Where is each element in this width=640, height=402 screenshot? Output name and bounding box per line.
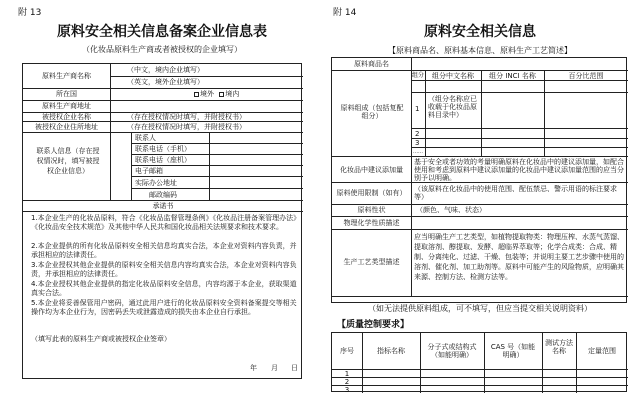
composition-row-number: 1 <box>415 105 420 113</box>
page-title: 原料安全相关信息备案企业信息表 <box>57 24 267 40</box>
safety-info-table <box>331 57 627 303</box>
composition-header: 百分比范围 <box>568 72 604 80</box>
composition-row-number: 2 <box>415 130 420 138</box>
commitment-item: 1.本企业生产的化妆品原料，符合《化妆品监督管理条例》《化妆品注册备案管理办法》《化妆品安全技术规范》及其他中华人民共和国化妆品相关法规要求和技术要求。 <box>31 214 297 231</box>
auth-enterprise-address-hint: （存在授权情况时填写，并附授权书） <box>127 123 246 131</box>
composition-label: 原料组成（包括复配组分） <box>340 104 404 120</box>
country-domestic-label: 境内 <box>225 90 240 98</box>
enterprise-info-table <box>22 63 302 379</box>
quality-header: 指标名称 <box>377 347 405 355</box>
annex-label: 附 14 <box>333 8 357 18</box>
left-document <box>8 0 316 402</box>
contact-field-label: 实际办公地址 <box>135 179 177 187</box>
commitment-title: 承诺书 <box>152 202 174 210</box>
date-day: 日 <box>291 364 298 372</box>
composition-row-number: …… <box>413 149 423 155</box>
traits-label: 原料性状 <box>357 206 386 214</box>
composition-footnote: （如无法提供原料组成，可不填写，但应当提交相关说明资料） <box>368 304 592 313</box>
process-label: 生产工艺类型描述 <box>343 258 400 266</box>
traits-text: （颜色、气味、状态） <box>416 206 486 214</box>
country-foreign-label: 境外 <box>200 90 214 98</box>
contact-field-label: 联系人 <box>135 134 156 142</box>
quality-row-number: 3 <box>344 386 350 394</box>
country-foreign-checkbox[interactable] <box>194 92 199 97</box>
date-year: 年 <box>250 364 257 372</box>
producer-name-en-hint: （英文，境外企业填写） <box>127 78 204 86</box>
composition-header: 组分 INCI 名称 <box>489 72 536 80</box>
quality-header: 分子式或结构式（如能明确） <box>427 343 477 359</box>
signature-note: （填写此表的原料生产商或被授权企业签章） <box>31 335 171 343</box>
quality-row-number: 1 <box>344 370 350 378</box>
contact-info-label: 联系人信息（存在授权情况时，填写被授权企业信息） <box>36 147 100 175</box>
contact-field-label: 邮政编码 <box>149 191 177 199</box>
producer-address-label: 原料生产商地址 <box>42 102 91 110</box>
right-document <box>327 0 633 402</box>
composition-row-number: 3 <box>415 139 420 147</box>
country-domestic-checkbox[interactable] <box>219 92 224 97</box>
commitment-item: 2.本企业提供的所有化妆品原料安全相关信息均真实合法，本企业对资料内容负责，并承担相应的法律责任。 <box>31 242 297 259</box>
contact-field-label: 联系电话（手机） <box>135 145 191 153</box>
country-options <box>191 90 239 98</box>
country-label: 所在国 <box>56 90 77 98</box>
trade-name-label: 原料商品名 <box>354 60 389 68</box>
cosmetic-use-label: 化妆品中建议添加量 <box>340 166 403 174</box>
page-subtitle: （化妆品原料生产商或者被授权的企业填写） <box>82 45 242 54</box>
cosmetic-use-text: 基于安全或者功效的考量明确原料在化妆品中的建议添加量，如配合使用和考虑到原料中建议添加量的化妆品中建议添加量范围的应当分别予以明确。 <box>414 158 624 182</box>
commitment-item: 4.本企业授权其他企业提供的指定化妆品原料安全信息，内容均源于本企业，获取渠道真实合法。 <box>31 280 297 297</box>
process-text: 应当明确生产工艺类型，如植物提取物类：物理压榨、水蒸气蒸馏、提取溶剂、醇提取、发酵、超临界萃取等；化学合成类：合成、精制、分离纯化、过滤、干燥、包装等；并说明主要工艺步骤中使用的溶剂、催化剂、加工助剂等。原料中可能产生的风险物质，应明确其来源、控制方法、检测方法等。 <box>414 233 624 281</box>
auth-enterprise-address-label: 被授权企业住所地址 <box>35 123 98 131</box>
auth-enterprise-name-label: 被授权企业名称 <box>42 113 91 121</box>
usage-limit-text: （该原料在化妆品中的使用范围、配伍禁忌、警示用语的标注要求等） <box>414 185 617 201</box>
producer-name-label: 原料生产商名称 <box>42 72 91 80</box>
contact-field-label: 电子邮箱 <box>135 167 163 175</box>
auth-enterprise-name-hint: （存在授权情况时填写，并附授权书） <box>127 113 246 121</box>
quality-header: 测试方法名称 <box>545 339 573 355</box>
composition-hint: （组分名称应已收载于化妆品原料目录中） <box>428 95 477 119</box>
quality-header: CAS 号（如能明确） <box>490 343 536 359</box>
page-subtitle: 【原料商品名、原料基本信息、原料生产工艺简述】 <box>388 46 572 55</box>
annex-label: 附 13 <box>18 8 42 18</box>
date-month: 月 <box>271 364 278 372</box>
usage-limit-label: 原料使用限制（如有） <box>336 189 407 197</box>
physchem-label: 物理化学性质描述 <box>343 219 400 227</box>
producer-name-cn-hint: （中文，境内企业填写） <box>127 66 204 74</box>
composition-header: 组分中文名称 <box>432 72 474 80</box>
quality-header: 序号 <box>340 347 354 355</box>
contact-field-label: 联系电话（座机） <box>135 156 191 164</box>
page-title: 原料安全相关信息 <box>424 24 536 40</box>
quality-control-table <box>331 332 627 392</box>
quality-section-title: 【质量控制要求】 <box>337 320 410 330</box>
commitment-item: 3.本企业授权其他企业提供的原料安全相关信息内容均真实合法，本企业对资料内容负责，并承担相应的法律责任。 <box>31 261 297 278</box>
quality-header: 定量范围 <box>588 347 616 355</box>
quality-row-number: 2 <box>344 378 350 386</box>
composition-header: 组分 <box>411 72 424 79</box>
commitment-item: 5.本企业将妥善保管用户密码，通过此用户进行的化妆品原料安全资料备案提交等相关操作均为本企业行为，因密码丢失或泄露造成的损失由本企业自行承担。 <box>31 299 297 316</box>
